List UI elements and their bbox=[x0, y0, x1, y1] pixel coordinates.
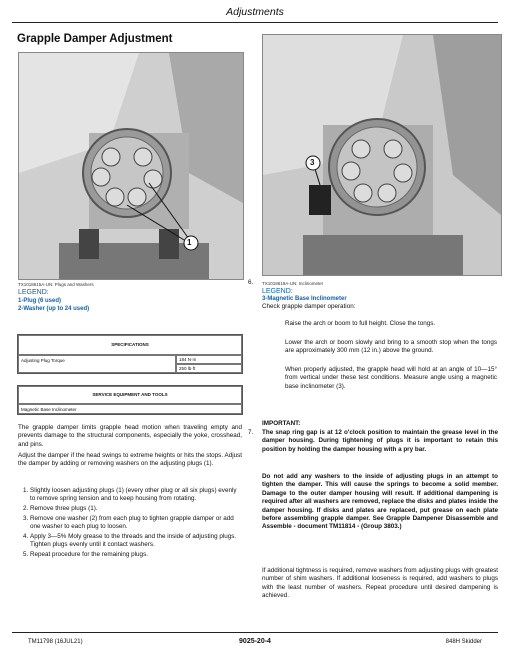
important-snap-ring-text: The snap ring gap is at 12 o'clock position to maintain the grease level in the damper housing. During tightening of plugs it is important to retain this position by holding the damper housing with a pry bar. bbox=[262, 429, 498, 453]
legend-item-washer: 2-Washer (up to 24 used) bbox=[18, 306, 90, 312]
footer-rule bbox=[12, 632, 498, 633]
right-legend-label: LEGEND: bbox=[262, 288, 293, 295]
step-item: 2. Remove three plugs (1). bbox=[30, 505, 242, 513]
damper-adjust-intro: Adjust the damper if the head swings to extreme heights or hits the stops. Adjust the damper by adding or removing washers on the adjusting plugs (1). bbox=[18, 452, 242, 468]
section-title: Grapple Damper Adjustment bbox=[17, 33, 173, 45]
adjustment-steps bbox=[18, 487, 242, 561]
damper-description: The grapple damper limits grapple head motion when traveling empty and prevents damage to the structural components, especially the yoke, crosshead, and pins. bbox=[18, 424, 242, 448]
callout-3: 3 bbox=[310, 158, 315, 167]
spec-row-label: Adjusting Plug Torque bbox=[18, 355, 176, 373]
spec-value-nm: 184 N·m bbox=[176, 355, 242, 364]
specifications-header: SPECIFICATIONS bbox=[18, 335, 242, 355]
plugs-photo bbox=[18, 52, 244, 280]
step-item: 4. Apply 3—5% Moly grease to the threads and the inside of adjusting plugs. Tighten plugs evenly until it contact washers. bbox=[30, 533, 242, 549]
operation-step-lower: Lower the arch or boom slowly and bring to a smooth stop when the tongs are approximately 300 mm (12 in.) above the ground. bbox=[285, 339, 497, 355]
service-tools-table bbox=[17, 385, 243, 415]
final-adjustment-text: If additional tightness is required, remove washers from adjusting plugs with greatest number of shim washers. If additional looseness is required, add washers to plugs with the least number of washers. Repeat procedure until desired dampening is achieved. bbox=[262, 567, 498, 600]
step-item: 3. Remove one washer (2) from each plug to tighten grapple damper or add one washer to each plug to loosen. bbox=[30, 515, 242, 531]
service-tools-header: SERVICE EQUIPMENT AND TOOLS bbox=[18, 386, 242, 404]
right-figure-caption: TX1018619A-UN: Inclinometer bbox=[262, 281, 324, 286]
header-rule bbox=[12, 22, 498, 23]
footer-document-id: TM11798 (16JUL21) bbox=[28, 639, 83, 645]
legend-item-plug: 1-Plug (6 used) bbox=[18, 298, 62, 304]
step-7-number: 7. bbox=[248, 429, 254, 436]
step-item: 5. Repeat procedure for the remaining plugs. bbox=[30, 551, 242, 559]
left-legend-label: LEGEND: bbox=[18, 289, 49, 296]
operation-step-raise: Raise the arch or boom to full height. Close the tongs. bbox=[285, 320, 436, 327]
operation-step-check-angle: When properly adjusted, the grapple head will hold at an angle of 10—15° from vertical under these test conditions. Measure angle using a magnetic base inclinometer (3). bbox=[285, 366, 497, 390]
check-operation-text: Check grapple damper operation: bbox=[262, 303, 356, 310]
inclinometer-photo bbox=[262, 34, 502, 276]
important-label: IMPORTANT: bbox=[262, 420, 301, 427]
legend-item-inclinometer: 3-Magnetic Base Inclinometer bbox=[262, 296, 347, 302]
callout-1: 1 bbox=[187, 238, 192, 247]
service-tools-row: Magnetic Base Inclinometer bbox=[18, 404, 242, 414]
plugs-photo-illustration bbox=[19, 53, 243, 279]
step-6-number: 6. bbox=[248, 279, 254, 286]
left-figure-caption: TX1018615A-UN: Plugs and Washers bbox=[18, 282, 94, 287]
step-item: 1. Slightly loosen adjusting plugs (1) (every other plug or all six plugs) evenly to remove spring tension and to keep housing from rotating. bbox=[30, 487, 242, 503]
header-title: Adjustments bbox=[226, 6, 284, 18]
footer-model: 848H Skidder bbox=[445, 639, 482, 645]
inclinometer-photo-illustration bbox=[263, 35, 501, 275]
specifications-table bbox=[17, 334, 243, 374]
spec-value-lbft: 250 lb·ft bbox=[176, 364, 242, 373]
footer-page-number: 9025-20-4 bbox=[239, 638, 271, 645]
important-washers-text: Do not add any washers to the inside of adjusting plugs in an attempt to tighten the damper. This will cause the springs to become a solid member. Damage to the outer damper housing will result. If additional dampening is required after all washers are removed, replace the disks and plates inside the damper housing. If disks and plates are replaced, put grease on each plate before assembling grapple damper. See Grapple Dampener Disassemble and Assemble - document TM11814 - (Group 3803.) bbox=[262, 473, 498, 531]
